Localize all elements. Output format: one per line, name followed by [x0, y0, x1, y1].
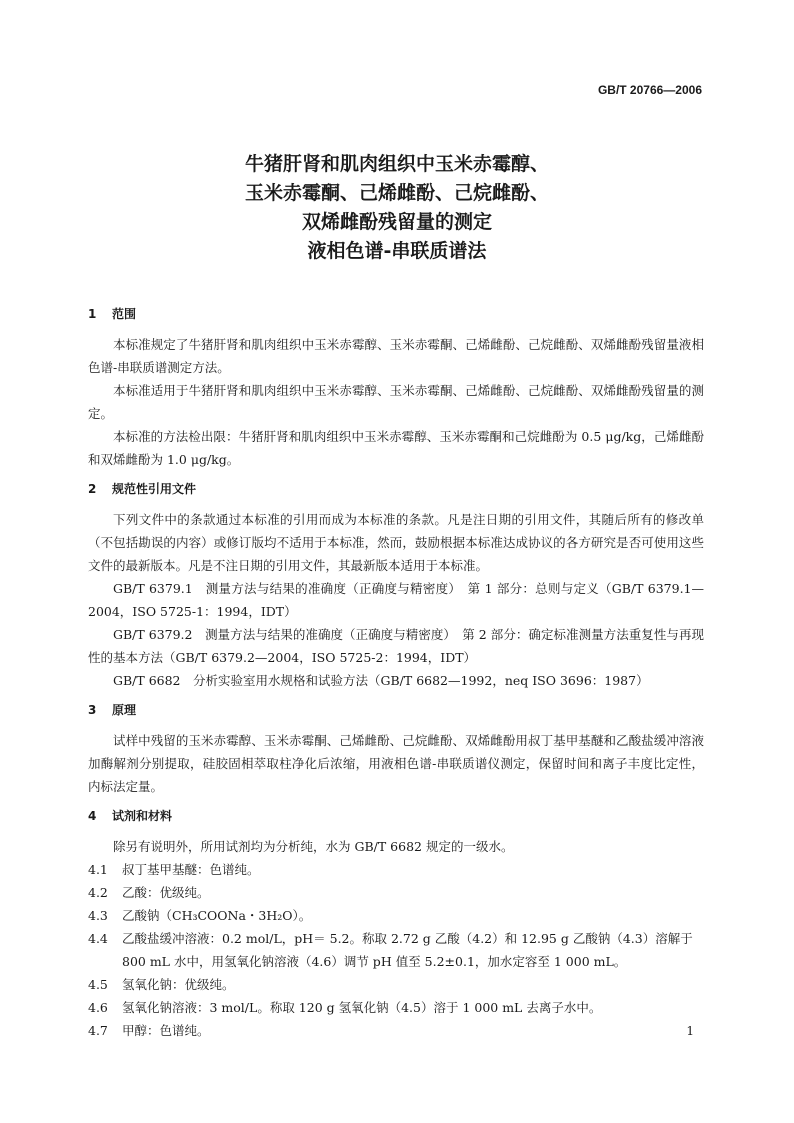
paragraph: 下列文件中的条款通过本标准的引用而成为本标准的条款。凡是注日期的引用文件，其随后所有的修改单（不包括勘误的内容）或修订版均不适用于本标准，然而，鼓励根据本标准达成协议的各方研究是否可使用这些文件的最新版本。凡是不注日期的引用文件，其最新版本适用于本标准。: [88, 512, 704, 573]
item-number: 4.7: [88, 1023, 108, 1038]
list-item: [88, 858, 704, 881]
section-number: 3: [88, 703, 97, 717]
list-item: [88, 927, 704, 973]
reference-entry: GB/T 6379.2 测量方法与结果的准确度（正确度与精密度） 第 2 部分：确定标准测量方法重复性与再现性的基本方法（GB/T 6379.2—2004，ISO 5725-2：1994，IDT）: [88, 627, 704, 665]
section-number: 1: [88, 307, 97, 321]
paragraph: 本标准的方法检出限：牛猪肝肾和肌肉组织中玉米赤霉醇、玉米赤霉酮和己烷雌酚为 0.5 μg/kg，己烯雌酚和双烯雌酚为 1.0 μg/kg。: [88, 429, 704, 467]
item-number: 4.6: [88, 1000, 108, 1015]
title-line: 玉米赤霉酮、己烯雌酚、己烷雌酚、: [244, 182, 549, 204]
item-text: 甲醇：色谱纯。: [122, 1023, 210, 1038]
section-heading-scope: [88, 303, 704, 326]
section-heading-normative-references: [88, 478, 704, 501]
item-text: 乙酸：优级纯。: [122, 885, 210, 900]
page-number: 1: [686, 1024, 694, 1038]
list-item: [88, 973, 704, 996]
section-title: 范围: [112, 307, 137, 321]
item-number: 4.2: [88, 885, 108, 900]
paragraph: 本标准适用于牛猪肝肾和肌肉组织中玉米赤霉醇、玉米赤霉酮、己烯雌酚、己烷雌酚、双烯雌酚残留量的测定。: [88, 383, 704, 421]
list-item: [88, 1019, 704, 1042]
document-body: [88, 296, 704, 1042]
standard-code: GB/T 20766—2006: [597, 83, 702, 97]
section-title: 原理: [112, 703, 137, 717]
item-number: 4.4: [88, 931, 108, 946]
item-text: 乙酸盐缓冲溶液：0.2 mol/L，pH＝ 5.2。称取 2.72 g 乙酸（4.2）和 12.95 g 乙酸钠（4.3）溶解于 800 mL 水中，用氢氧化钠溶液（4.6）调节 pH 值至 5.2±0.1，加水定容至 1 000 mL。: [122, 931, 693, 969]
list-item: [88, 996, 704, 1019]
item-text: 叔丁基甲基醚：色谱纯。: [122, 862, 260, 877]
section-heading-principle: [88, 699, 704, 722]
paragraph: 试样中残留的玉米赤霉醇、玉米赤霉酮、己烯雌酚、己烷雌酚、双烯雌酚用叔丁基甲基醚和乙酸盐缓冲溶液加酶解剂分别提取，硅胶固相萃取柱净化后浓缩，用液相色谱-串联质谱仪测定，保留时间和离子丰度比定性，内标法定量。: [88, 733, 704, 794]
item-text: 氢氧化钠：优级纯。: [122, 977, 235, 992]
item-text: 氢氧化钠溶液：3 mol/L。称取 120 g 氢氧化钠（4.5）溶于 1 000 mL 去离子水中。: [122, 1000, 602, 1015]
section-number: 2: [88, 482, 97, 496]
section-title: 试剂和材料: [112, 809, 173, 823]
title-line: 液相色谱-串联质谱法: [307, 240, 487, 262]
document-title: [0, 150, 794, 266]
title-line: 牛猪肝肾和肌肉组织中玉米赤霉醇、: [244, 153, 549, 175]
paragraph: 除另有说明外，所用试剂均为分析纯，水为 GB/T 6682 规定的一级水。: [113, 839, 514, 854]
item-number: 4.1: [88, 862, 108, 877]
section-title: 规范性引用文件: [112, 482, 197, 496]
section-heading-reagents: [88, 805, 704, 828]
list-item: [88, 904, 704, 927]
reference-entry: GB/T 6682 分析实验室用水规格和试验方法（GB/T 6682—1992，neq ISO 3696：1987）: [113, 673, 649, 688]
paragraph: 本标准规定了牛猪肝肾和肌肉组织中玉米赤霉醇、玉米赤霉酮、己烯雌酚、己烷雌酚、双烯雌酚残留量液相色谱-串联质谱测定方法。: [88, 337, 704, 375]
title-line: 双烯雌酚残留量的测定: [301, 211, 492, 233]
item-text: 乙酸钠（CH₃COONa・3H₂O）。: [122, 908, 312, 923]
section-number: 4: [88, 809, 97, 823]
list-item: [88, 881, 704, 904]
item-number: 4.5: [88, 977, 108, 992]
reference-entry: GB/T 6379.1 测量方法与结果的准确度（正确度与精密度） 第 1 部分：总则与定义（GB/T 6379.1—2004，ISO 5725-1：1994，IDT）: [88, 581, 704, 619]
item-number: 4.3: [88, 908, 108, 923]
